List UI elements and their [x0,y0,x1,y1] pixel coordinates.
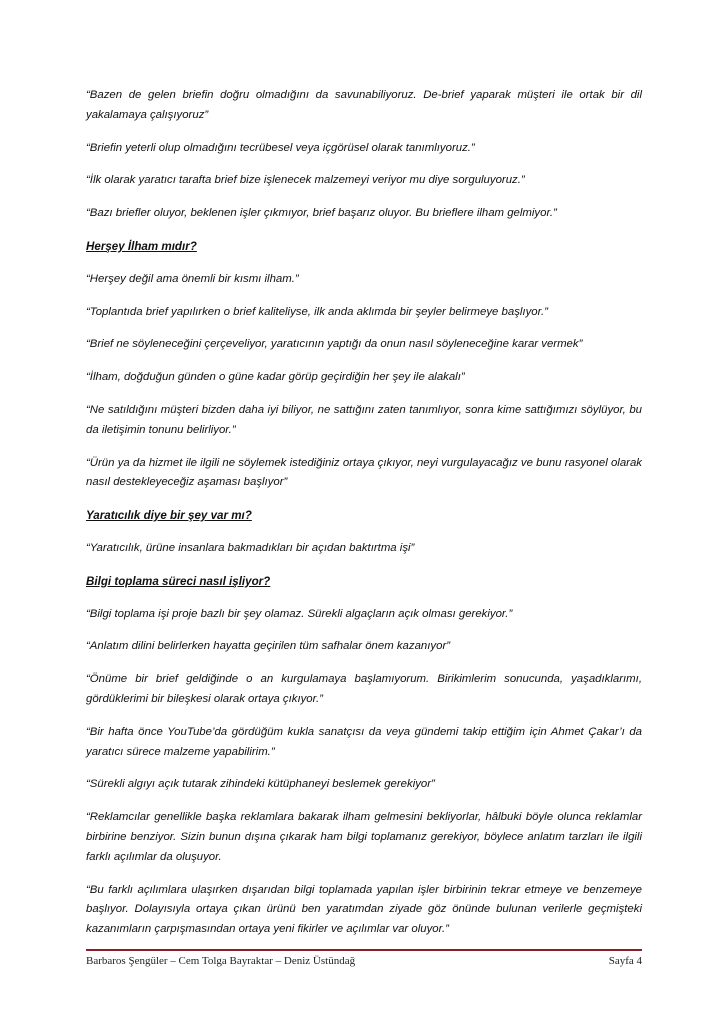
quote-paragraph: “Herşey değil ama önemli bir kısmı ilham.” [86,272,299,285]
quote-paragraph: “Bazı briefler oluyor, beklenen işler çıkmıyor, brief başarız oluyor. Bu brieflere ilham gelmiyor.” [86,207,557,220]
quote-paragraph: “Anlatım dilini belirlerken hayatta geçirilen tüm safhalar önem kazanıyor” [86,640,451,653]
document-body [86,86,642,953]
footer-page-number: Sayfa 4 [608,955,642,967]
page-footer [86,949,642,967]
section-heading: Yaratıcılık diye bir şey var mı? [86,509,252,523]
section-heading: Herşey İlham mıdır? [86,239,197,253]
quote-paragraph: “Ne satıldığını müşteri bizden daha iyi biliyor, ne sattığını zaten tanımlıyor, sonra kime sattığımızı söylüyor, bu da iletişimin tonunu belirliyor.” [86,403,642,436]
quote-paragraph: “Brief ne söyleneceğini çerçeveliyor, yaratıcının yaptığı da onun nasıl söyleneceğine karar vermek” [86,338,583,351]
quote-paragraph: “Ürün ya da hizmet ile ilgili ne söylemek istediğiniz ortaya çıkıyor, neyi vurgulayacağız ve bunu rasyonel olarak nasıl destekleyeceğiz aşaması başlıyor” [86,456,642,489]
quote-paragraph: “Bu farklı açılımlara ulaşırken dışarıdan bilgi toplamada yapılan işler birbirinin tekrar etmeye ve benzemeye başlıyor. Dolayısıyla ortaya çıkan ürünü ben yaratımdan ziyade göz önünde bulunan verilerle geçmişteki kazanımların çarpışmasından ortaya yeni fikirler ve açılımlar var oluyor.” [86,883,642,936]
footer-authors: Barbaros Şengüler – Cem Tolga Bayraktar – Deniz Üstündağ [86,955,356,967]
quote-paragraph: “Briefin yeterli olup olmadığını tecrübesel veya içgörüsel olarak tanımlıyoruz.” [86,141,475,154]
quote-paragraph: “Bilgi toplama işi proje bazlı bir şey olamaz. Sürekli algaçların açık olması gerekiyor.” [86,607,513,620]
quote-paragraph: “İlk olarak yaratıcı tarafta brief bize işlenecek malzemeyi veriyor mu diye sorguluyoruz.” [86,174,525,187]
quote-paragraph: “Yaratıcılık, ürüne insanlara bakmadıkları bir açıdan baktırtma işi” [86,541,415,554]
quote-paragraph: “Önüme bir brief geldiğinde o an kurgulamaya başlamıyorum. Birikimlerim sonucunda, yaşadıklarımı, gördüklerimi bir bileşkesi olarak ortaya çıkıyor.” [86,673,642,705]
quote-paragraph: “Sürekli algıyı açık tutarak zihindeki kütüphaneyi beslemek gerekiyor” [86,778,435,791]
quote-paragraph: “Reklamcılar genellikle başka reklamlara bakarak ilham gelmesini bekliyorlar, hâlbuki böyle olunca reklamlar birbirine benziyor. Sizin bunun dışına çıkarak ham bilgi toplamanız gerekiyor, böylece anlatım tarzları ile ilgili farklı açılımlar da oluşuyor. [86,811,642,863]
quote-paragraph: “İlham, doğduğun günden o güne kadar görüp geçirdiğin her şey ile alakalı” [86,371,465,384]
quote-paragraph: “Toplantıda brief yapılırken o brief kaliteliyse, ilk anda aklımda bir şeyler belirmeye başlıyor.” [86,305,548,318]
section-heading: Bilgi toplama süreci nasıl işliyor? [86,574,271,588]
quote-paragraph: “Bir hafta önce YouTube’da gördüğüm kukla sanatçısı da veya gündemi takip ettiğim için Ahmet Çakar’ı da yaratıcı sürece malzeme yapabilirim.” [86,725,642,758]
quote-paragraph: “Bazen de gelen briefin doğru olmadığını da savunabiliyoruz. De-brief yaparak müşteri ile ortak bir dil yakalamaya çalışıyoruz” [86,89,642,121]
